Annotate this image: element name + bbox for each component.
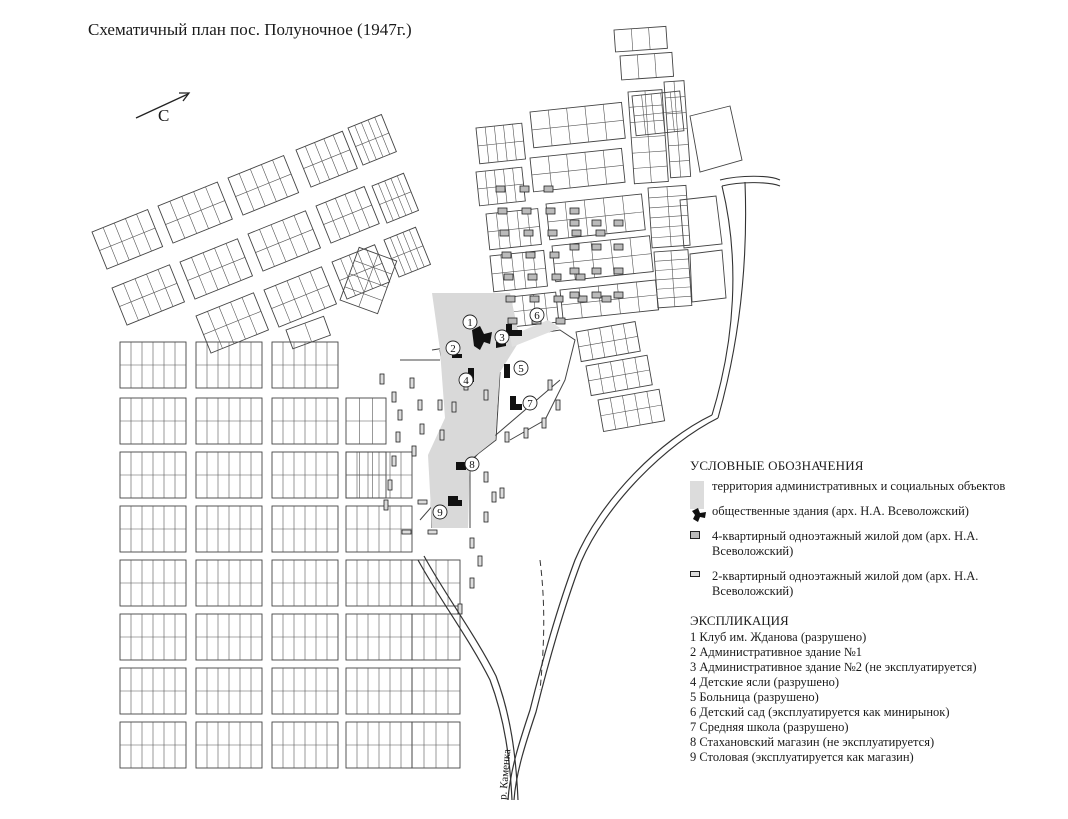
house: [548, 380, 552, 390]
house: [380, 374, 384, 384]
explication-item: 1 Клуб им. Жданова (разрушено): [690, 630, 867, 644]
building-marker-3: [495, 330, 509, 344]
city-block: [412, 722, 460, 768]
house: [556, 400, 560, 410]
city-block: [346, 452, 386, 498]
city-block: [346, 614, 412, 660]
city-block: [346, 560, 412, 606]
building-marker-4: [459, 373, 473, 387]
legend-item-label: территория административных и социальных объектов: [712, 479, 1006, 493]
north-arrow-icon: [136, 93, 189, 118]
city-block: [648, 185, 690, 248]
city-block: [196, 342, 262, 388]
house: [470, 538, 474, 548]
city-block: [92, 210, 163, 270]
legend-heading: УСЛОВНЫЕ ОБОЗНАЧЕНИЯ: [690, 458, 864, 473]
city-block: [576, 322, 640, 362]
explication-item: 7 Средняя школа (разрушено): [690, 720, 849, 734]
house: [470, 578, 474, 588]
house: [570, 268, 579, 274]
house: [592, 292, 601, 298]
building-marker-6: [530, 308, 544, 322]
city-block: [296, 131, 357, 187]
house: [498, 208, 507, 214]
house: [412, 446, 416, 456]
public-building: [510, 396, 522, 410]
house: [438, 400, 442, 410]
city-block: [552, 236, 653, 282]
city-block: [196, 452, 262, 498]
city-block: [196, 398, 262, 444]
city-block: [346, 398, 386, 444]
house: [570, 292, 579, 298]
marker-label: 2: [450, 343, 456, 355]
city-block: [598, 389, 665, 431]
house4-icon: [690, 531, 700, 539]
house: [546, 208, 555, 214]
city-block: [530, 102, 625, 147]
city-block: [196, 614, 262, 660]
house: [576, 274, 585, 280]
explication-item: 5 Больница (разрушено): [690, 690, 819, 704]
city-block: [316, 187, 379, 244]
explication-item: 3 Административное здание №2 (не эксплуатируется): [690, 660, 977, 674]
house: [500, 230, 509, 236]
house: [530, 296, 539, 302]
legend-item-label: 4-квартирный одноэтажный жилой дом (арх. Н.А. Всеволожский): [712, 529, 979, 558]
city-block: [628, 90, 668, 184]
house: [388, 480, 392, 490]
house: [520, 186, 529, 192]
marker-label: 3: [499, 332, 505, 344]
city-block: [412, 668, 460, 714]
city-block: [120, 560, 186, 606]
legend: [690, 458, 1060, 765]
marker-label: 4: [463, 375, 469, 387]
building-marker-1: [463, 315, 477, 329]
city-block: [120, 398, 186, 444]
house: [592, 268, 601, 274]
house: [505, 432, 509, 442]
house: [492, 492, 496, 502]
house: [484, 472, 488, 482]
explication-item: 4 Детские ясли (разрушено): [690, 675, 840, 689]
marker-label: 6: [534, 310, 540, 322]
marker-label: 1: [467, 317, 473, 329]
house: [556, 318, 565, 324]
house: [428, 530, 437, 534]
legend-item-house4: [690, 529, 1060, 559]
explication-heading: ЭКСПЛИКАЦИЯ: [690, 613, 789, 628]
city-block: [196, 293, 268, 353]
city-block: [412, 614, 460, 660]
house: [452, 402, 456, 412]
city-block: [272, 342, 338, 388]
plot-outline: [690, 106, 742, 172]
house: [522, 208, 531, 214]
house: [392, 392, 396, 402]
public-building-icon: [690, 506, 708, 524]
house: [524, 230, 533, 236]
city-block: [346, 506, 412, 552]
explication-item: 2 Административное здание №1: [690, 645, 863, 659]
house: [420, 424, 424, 434]
city-block: [272, 506, 338, 552]
house: [508, 318, 517, 324]
explication-item: 6 Детский сад (эксплуатируется как минирынок): [690, 705, 950, 719]
house: [418, 400, 422, 410]
house: [614, 220, 623, 226]
house: [602, 296, 611, 302]
house: [402, 530, 411, 534]
house: [614, 292, 623, 298]
building-marker-7: [523, 396, 537, 410]
house: [570, 208, 579, 214]
city-block: [196, 668, 262, 714]
house: [570, 220, 579, 226]
north-label: С: [158, 106, 170, 125]
city-block: [272, 452, 338, 498]
city-block: [340, 247, 397, 313]
legend-item-label: 2-квартирный одноэтажный жилой дом (арх. Н.А. Всеволожский): [712, 569, 979, 598]
marker-label: 9: [437, 507, 443, 519]
city-block: [228, 156, 299, 216]
public-building: [456, 462, 466, 470]
city-block: [264, 267, 336, 327]
city-block: [614, 26, 667, 52]
residential-blocks: [92, 26, 742, 768]
explication: [690, 613, 1060, 765]
house: [524, 428, 528, 438]
building-marker-9: [433, 505, 447, 519]
city-block: [272, 614, 338, 660]
house: [592, 244, 601, 250]
house: [592, 220, 601, 226]
house: [554, 296, 563, 302]
house: [484, 512, 488, 522]
city-block: [120, 668, 186, 714]
public-building: [504, 364, 510, 378]
house: [552, 274, 561, 280]
house: [398, 410, 402, 420]
legend-item-house2: [690, 569, 1060, 599]
house: [384, 500, 388, 510]
city-block: [348, 115, 396, 166]
house: [596, 230, 605, 236]
city-block: [112, 265, 184, 325]
marker-label: 8: [469, 459, 475, 471]
house: [484, 390, 488, 400]
house: [526, 252, 535, 258]
explication-item: 9 Столовая (эксплуатируется как магазин): [690, 750, 914, 764]
house: [440, 430, 444, 440]
house: [478, 556, 482, 566]
city-block: [120, 506, 186, 552]
city-block: [346, 668, 412, 714]
city-block: [654, 250, 692, 308]
city-block: [272, 668, 338, 714]
city-block: [120, 614, 186, 660]
explication-item: 8 Стахановский магазин (не эксплуатируется): [690, 735, 935, 749]
house: [542, 418, 546, 428]
house: [528, 274, 537, 280]
marker-label: 5: [518, 363, 524, 375]
house: [496, 186, 505, 192]
city-block: [384, 227, 431, 277]
house: [544, 186, 553, 192]
city-block: [586, 355, 652, 395]
house: [614, 244, 623, 250]
city-block: [490, 250, 547, 291]
house: [396, 432, 400, 442]
legend-item-public: [690, 504, 1060, 519]
city-block: [530, 148, 625, 191]
marker-label: 7: [527, 398, 533, 410]
city-block: [120, 452, 186, 498]
city-block: [476, 123, 526, 164]
city-block: [180, 239, 252, 299]
river-label: р. Каменка: [497, 748, 514, 801]
house: [614, 268, 623, 274]
city-block: [372, 173, 419, 223]
plot-outline: [680, 196, 722, 248]
building-marker-8: [465, 457, 479, 471]
city-block: [248, 211, 320, 271]
house: [392, 456, 396, 466]
building-marker-5: [514, 361, 528, 375]
city-block: [272, 722, 338, 768]
city-block: [332, 245, 390, 299]
house2-icon: [690, 571, 700, 577]
house: [506, 296, 515, 302]
city-block: [196, 722, 262, 768]
city-block: [196, 506, 262, 552]
city-block: [196, 560, 262, 606]
building-marker-2: [446, 341, 460, 355]
house: [410, 378, 414, 388]
house: [502, 252, 511, 258]
city-block: [412, 560, 460, 606]
house: [572, 230, 581, 236]
city-block: [664, 81, 691, 178]
city-block: [346, 722, 412, 768]
house: [504, 274, 513, 280]
city-block: [486, 209, 541, 250]
city-block: [120, 342, 186, 388]
city-block: [158, 182, 232, 243]
city-block: [620, 52, 674, 80]
map-title: Схематичный план пос. Полуночное (1947г.): [88, 20, 412, 39]
house: [500, 488, 504, 498]
house: [548, 230, 557, 236]
city-block: [272, 398, 338, 444]
legend-item-zone: [690, 479, 1060, 494]
house: [570, 244, 579, 250]
plot-outline: [690, 250, 726, 302]
city-block: [120, 722, 186, 768]
house: [550, 252, 559, 258]
house: [418, 500, 427, 504]
legend-item-label: общественные здания (арх. Н.А. Всеволожский): [712, 504, 969, 518]
city-block: [272, 560, 338, 606]
